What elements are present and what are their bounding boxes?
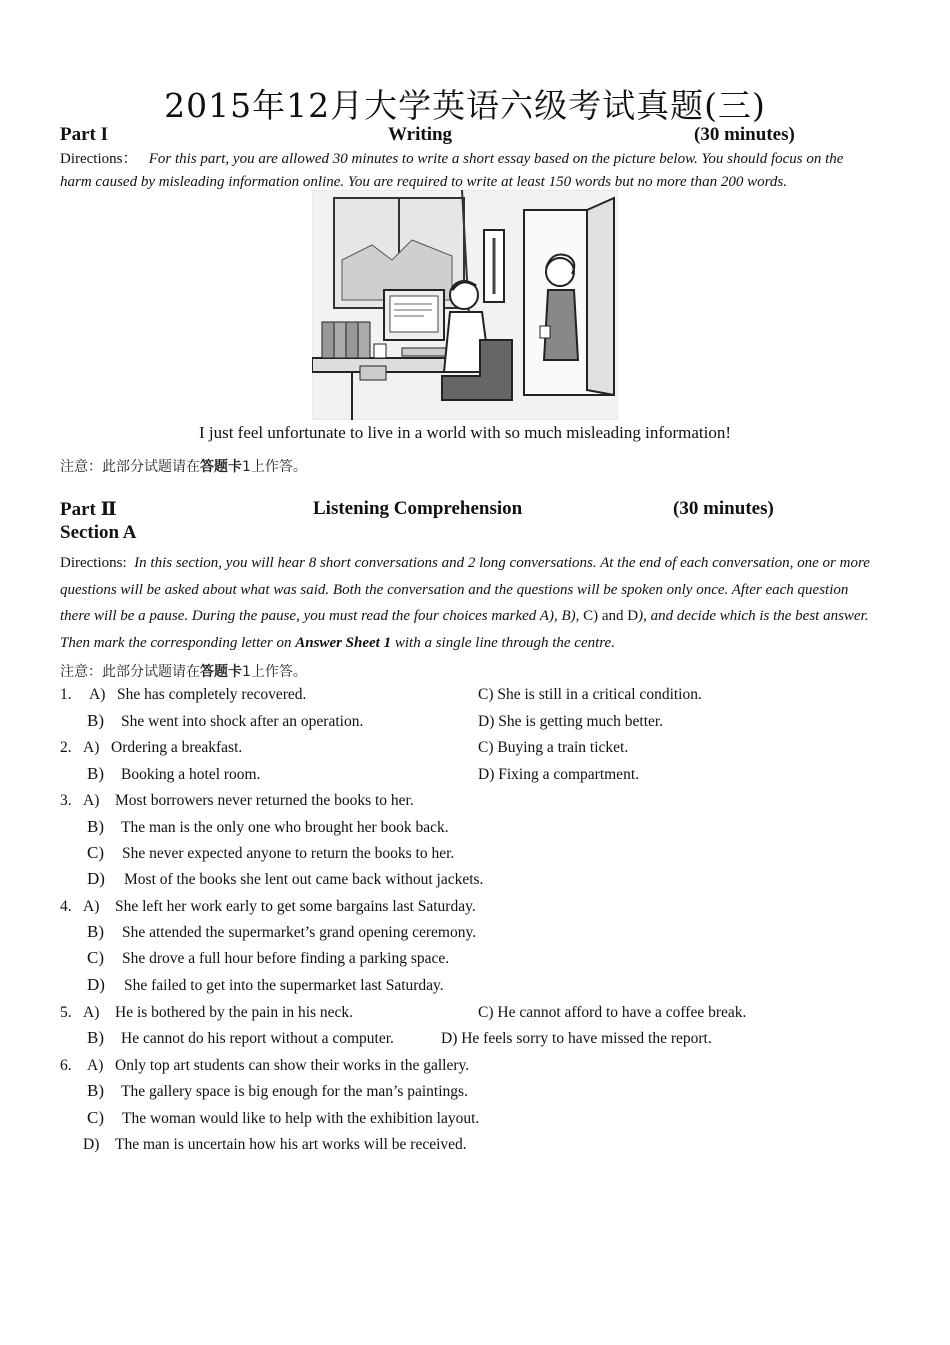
q3-choice-d-letter: D) xyxy=(87,869,105,888)
note-answer-sheet: 答题卡 xyxy=(200,664,242,680)
q1-choice-d: D) She is getting much better. xyxy=(478,713,664,730)
q1-choice-b-letter: B) xyxy=(87,711,104,730)
q5-choice-b-letter: B) xyxy=(87,1028,104,1047)
directions-text-2: ), and decide which is the best answer. Then mark the corresponding letter on xyxy=(60,608,869,651)
q4-choice-b-letter: B) xyxy=(87,922,104,941)
q6-choice-a-letter: A) xyxy=(87,1057,104,1074)
q4-choice-c-text: She drove a full hour before finding a parking space. xyxy=(122,950,450,967)
part2-directions xyxy=(60,550,875,656)
q4-choice-d-letter: D) xyxy=(87,975,105,994)
part1-label: Part I xyxy=(60,124,109,145)
q6-choice-b-letter: B) xyxy=(87,1081,104,1100)
directions-label: Directions: xyxy=(60,555,127,571)
q6-choice-c-text: The woman would like to help with the exhibition layout. xyxy=(122,1110,480,1127)
directions-choice-cd: C) and D xyxy=(583,608,639,624)
part2-time: (30 minutes) xyxy=(673,498,774,519)
q2-choice-c: C) Buying a train ticket. xyxy=(478,739,629,756)
directions-text: For this part, you are allowed 30 minutes to write a short essay based on the picture below. You should focus on the harm caused by misleading information online. You are required to write at least 150 words but no more than 200 words. xyxy=(60,151,844,190)
q6-choice-a-text: Only top art students can show their works in the gallery. xyxy=(115,1057,470,1074)
q4-choice-a-text: She left her work early to get some bargains last Saturday. xyxy=(115,898,476,915)
q4-choice-b-text: She attended the supermarket’s grand opening ceremony. xyxy=(122,924,477,941)
q3-choice-c-text: She never expected anyone to return the books to her. xyxy=(122,845,455,862)
note-answer-sheet: 答题卡 xyxy=(200,459,242,475)
q4-choice-d-text: She failed to get into the supermarket last Saturday. xyxy=(124,977,444,994)
q5-choice-d: D) He feels sorry to have missed the report. xyxy=(441,1030,712,1047)
q5-choice-c: C) He cannot afford to have a coffee break. xyxy=(478,1004,747,1021)
q4-choice-a-letter: A) xyxy=(83,898,100,915)
directions-text-1: In this section, you will hear 8 short conversations and 2 long conversations. At the end of each conversation, one or more questions will be asked about what was said. Both the conversation and the questions will be spoken only once. After each question there will be a pause. During the pause, you must read the four choices marked A), B), xyxy=(60,555,870,624)
cartoon-caption: I just feel unfortunate to live in a world with so much misleading information! xyxy=(198,423,732,442)
note-post: 1上作答。 xyxy=(242,459,307,475)
q2-choice-b-text: Booking a hotel room. xyxy=(121,766,261,783)
page-title: 2015年12月大学英语六级考试真题(三) xyxy=(164,86,766,125)
question-5-number: 5. xyxy=(60,1004,72,1021)
q1-choice-b-text: She went into shock after an operation. xyxy=(121,713,364,730)
question-4-number: 4. xyxy=(60,898,72,915)
part2-name: Listening Comprehension xyxy=(313,498,523,519)
part2-note xyxy=(60,661,307,681)
q6-choice-d-text: The man is uncertain how his art works will be received. xyxy=(115,1136,467,1153)
directions-text-3: with a single line through the centre. xyxy=(391,634,615,651)
part1-time: (30 minutes) xyxy=(694,124,795,145)
q5-choice-a-letter: A) xyxy=(83,1004,100,1021)
q3-choice-b-text: The man is the only one who brought her book back. xyxy=(121,819,449,836)
q1-choice-c: C) She is still in a critical condition. xyxy=(478,686,702,703)
note-pre: 注意：此部分试题请在 xyxy=(60,459,200,475)
q3-choice-c-letter: C) xyxy=(87,843,104,862)
part2-label: Part Ⅱ xyxy=(60,499,117,520)
q2-choice-a-letter: A) xyxy=(83,739,100,756)
q1-choice-a-letter: A) xyxy=(89,686,106,703)
q2-choice-d: D) Fixing a compartment. xyxy=(478,766,639,783)
q6-choice-c-letter: C) xyxy=(87,1108,104,1127)
note-post: 1上作答。 xyxy=(242,664,307,680)
q2-choice-a-text: Ordering a breakfast. xyxy=(111,739,243,756)
q5-choice-b-text: He cannot do his report without a computer. xyxy=(121,1030,394,1047)
q3-choice-a-text: Most borrowers never returned the books to her. xyxy=(115,792,414,809)
q4-choice-c-letter: C) xyxy=(87,948,104,967)
cartoon-illustration xyxy=(312,190,618,420)
q1-choice-a-text: She has completely recovered. xyxy=(117,686,307,703)
question-6-number: 6. xyxy=(60,1057,72,1074)
note-pre: 注意：此部分试题请在 xyxy=(60,664,200,680)
q2-choice-b-letter: B) xyxy=(87,764,104,783)
q5-choice-a-text: He is bothered by the pain in his neck. xyxy=(115,1004,354,1021)
q3-choice-b-letter: B) xyxy=(87,817,104,836)
question-1-number: 1. xyxy=(60,686,72,703)
question-2-number: 2. xyxy=(60,739,72,756)
directions-label: Directions： xyxy=(60,151,138,167)
part1-name: Writing xyxy=(388,124,453,145)
question-3-number: 3. xyxy=(60,792,72,809)
q3-choice-d-text: Most of the books she lent out came back without jackets. xyxy=(124,871,484,888)
part1-directions xyxy=(60,148,875,194)
q3-choice-a-letter: A) xyxy=(83,792,100,809)
section-a-heading: Section A xyxy=(60,522,137,543)
q6-choice-d-letter: D) xyxy=(83,1136,100,1153)
part1-note xyxy=(60,456,307,476)
directions-answer-sheet: Answer Sheet 1 xyxy=(295,634,392,651)
q6-choice-b-text: The gallery space is big enough for the man’s paintings. xyxy=(121,1083,468,1100)
